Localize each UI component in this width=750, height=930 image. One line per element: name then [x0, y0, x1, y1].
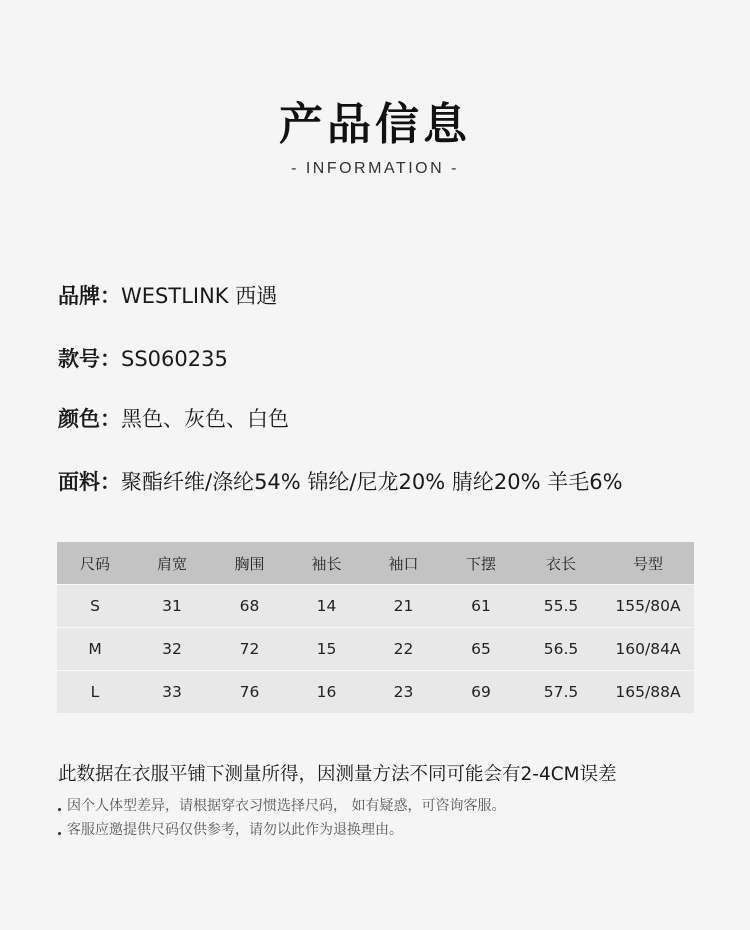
col-header-shoulder: 肩宽	[133, 542, 211, 585]
col-header-hem: 下摆	[442, 542, 520, 585]
table-cell: 23	[365, 671, 442, 714]
bullet-icon	[58, 832, 61, 835]
col-header-chest: 胸围	[211, 542, 288, 585]
table-cell: 21	[365, 585, 442, 628]
size-table-header	[57, 542, 694, 585]
table-cell: 15	[288, 628, 365, 671]
info-value-brand: WESTLINK 西遇	[121, 284, 278, 308]
info-key-style-number: 款号：	[58, 347, 121, 371]
table-cell: 76	[211, 671, 288, 714]
page-subtitle: - INFORMATION -	[291, 160, 459, 177]
info-value-color: 黑色、灰色、白色	[121, 407, 289, 431]
table-cell: 155/80A	[602, 585, 694, 628]
table-cell: 33	[133, 671, 211, 714]
table-cell: 165/88A	[602, 671, 694, 714]
info-key-color: 颜色：	[58, 407, 121, 431]
table-cell: 55.5	[520, 585, 602, 628]
col-header-cuff: 袖口	[365, 542, 442, 585]
info-value-fabric: 聚酯纤维/涤纶54% 锦纶/尼龙20% 腈纶20% 羊毛6%	[121, 470, 623, 494]
info-row-brand	[58, 280, 277, 310]
measurement-note: 此数据在衣服平铺下测量所得，因测量方法不同可能会有2-4CM误差	[58, 764, 617, 785]
table-cell: 65	[442, 628, 520, 671]
note-item-text: 客服应邀提供尺码仅供参考，请勿以此作为退换理由。	[67, 822, 403, 838]
info-row-fabric	[58, 466, 623, 496]
col-header-fit-code: 号型	[602, 542, 694, 585]
col-header-length: 衣长	[520, 542, 602, 585]
info-value-style-number: SS060235	[121, 347, 228, 371]
table-cell: 56.5	[520, 628, 602, 671]
col-header-size: 尺码	[57, 542, 133, 585]
note-item	[58, 795, 505, 815]
table-cell: S	[57, 585, 133, 628]
table-cell: 32	[133, 628, 211, 671]
table-cell: 72	[211, 628, 288, 671]
table-row	[57, 628, 694, 671]
col-header-sleeve-length: 袖长	[288, 542, 365, 585]
info-row-style-number	[58, 343, 228, 373]
table-row	[57, 671, 694, 714]
bullet-icon	[58, 808, 61, 811]
table-cell: 22	[365, 628, 442, 671]
note-item	[58, 819, 403, 839]
size-table	[57, 542, 694, 713]
table-cell: M	[57, 628, 133, 671]
table-cell: L	[57, 671, 133, 714]
table-row	[57, 585, 694, 628]
info-key-fabric: 面料：	[58, 470, 121, 494]
table-cell: 68	[211, 585, 288, 628]
info-key-brand: 品牌：	[58, 284, 121, 308]
table-cell: 14	[288, 585, 365, 628]
info-row-color	[58, 403, 289, 433]
page-title: 产品信息	[279, 99, 471, 150]
note-item-text: 因个人体型差异，请根据穿衣习惯选择尺码， 如有疑惑，可咨询客服。	[67, 798, 506, 814]
table-cell: 31	[133, 585, 211, 628]
table-cell: 57.5	[520, 671, 602, 714]
table-cell: 160/84A	[602, 628, 694, 671]
table-cell: 16	[288, 671, 365, 714]
table-cell: 61	[442, 585, 520, 628]
table-cell: 69	[442, 671, 520, 714]
